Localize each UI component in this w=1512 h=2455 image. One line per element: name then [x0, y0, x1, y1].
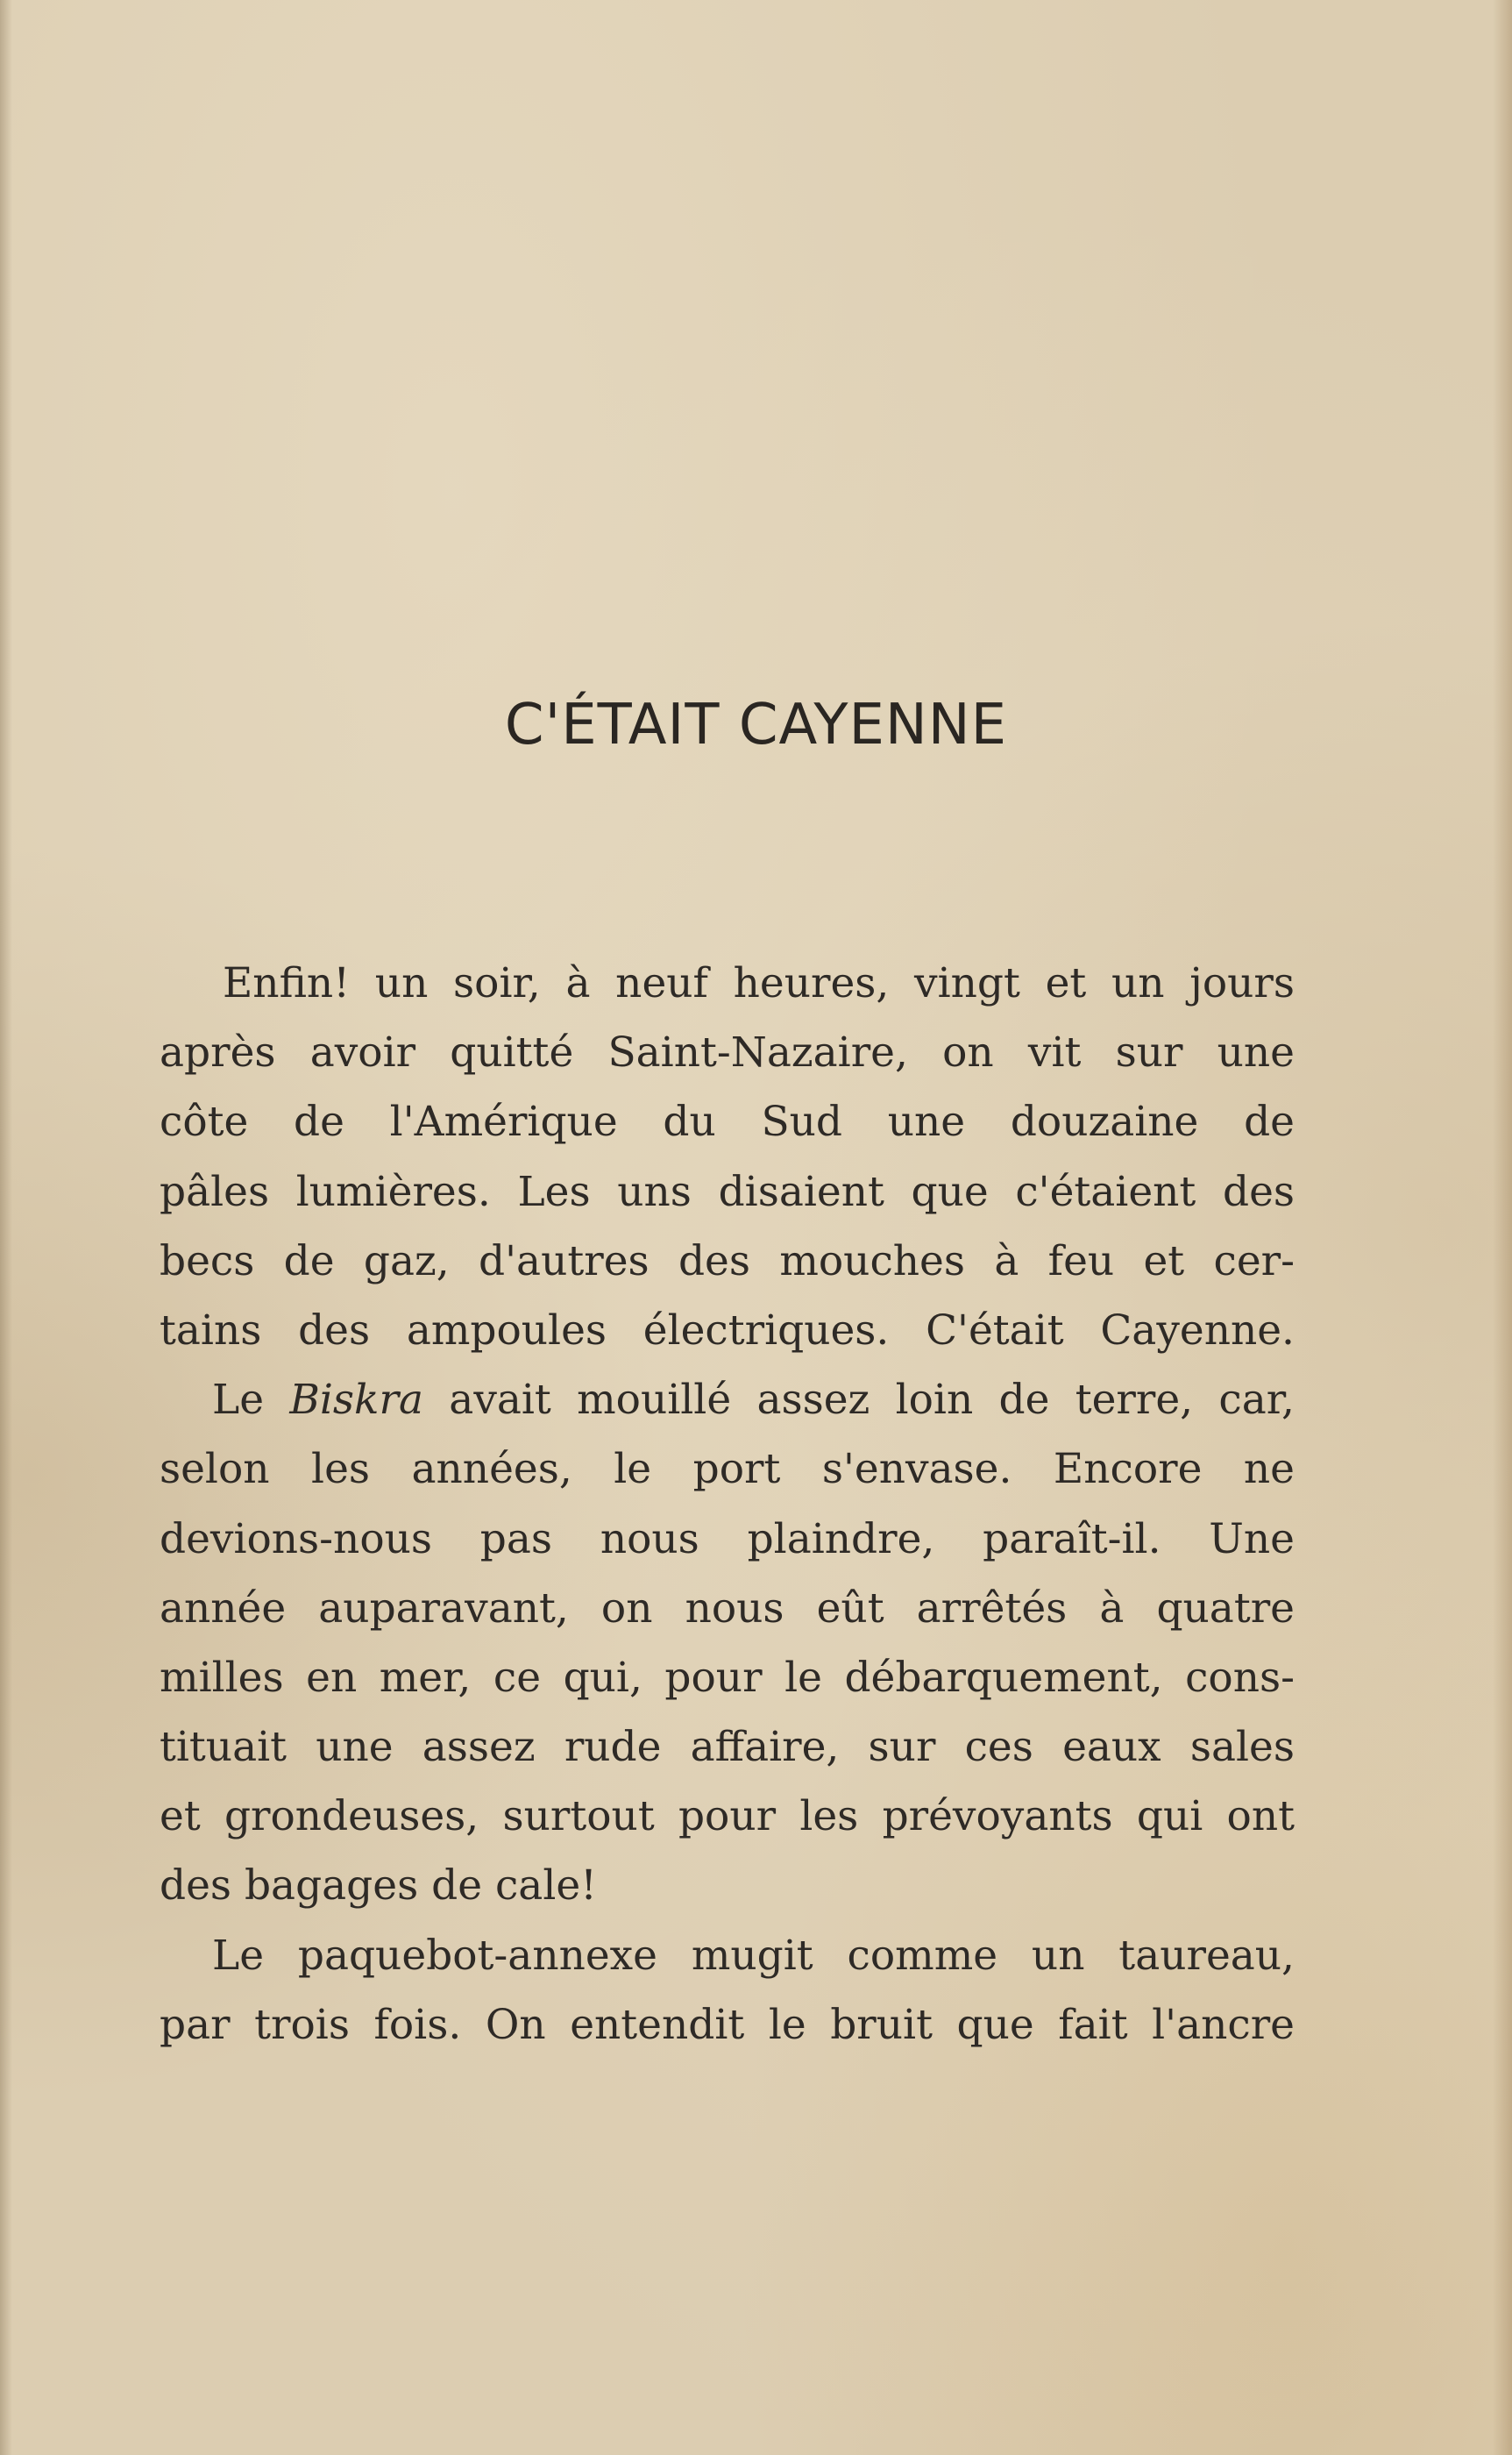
text-line: milles en mer, ce qui, pour le débarquement, cons-	[160, 1653, 1295, 1702]
ship-name: Biskra	[289, 1376, 423, 1425]
text-line: après avoir quitté Saint-Nazaire, on vit sur une	[160, 1028, 1295, 1078]
text-line: année auparavant, on nous eût arrêtés à quatre	[160, 1583, 1295, 1633]
page-edge-right	[1493, 0, 1512, 2455]
text-line: pâles lumières. Les uns disaient que c'étaient des	[160, 1167, 1295, 1216]
text-line	[160, 1365, 1295, 1434]
page-edge-left	[0, 0, 12, 2455]
text-line: côte de l'Amérique du Sud une douzaine de	[160, 1098, 1295, 1147]
text-line: Le paquebot-annexe mugit comme un taureau,	[212, 1931, 1295, 1980]
text-line: devions-nous pas nous plaindre, paraît-il. Une	[160, 1514, 1295, 1563]
body-text	[160, 949, 1295, 2060]
text-line: tituait une assez rude affaire, sur ces eaux sales	[160, 1723, 1295, 1772]
text-line: selon les années, le port s'envase. Encore ne	[160, 1445, 1295, 1494]
text-line: et grondeuses, surtout pour les prévoyants qui ont	[160, 1792, 1295, 1841]
text-line: becs de gaz, d'autres des mouches à feu et cer-	[160, 1236, 1295, 1285]
text-line: tains des ampoules électriques. C'était Cayenne.	[160, 1306, 1295, 1355]
text-line: des bagages de cale!	[160, 1861, 598, 1911]
text-line: par trois fois. On entendit le bruit que fait l'ancre	[160, 2000, 1295, 2049]
text-line: Enfin! un soir, à neuf heures, vingt et un jours	[223, 959, 1295, 1007]
text-fragment: Le	[212, 1376, 290, 1425]
text-fragment: avait mouillé assez loin de terre, car,	[423, 1376, 1295, 1425]
chapter-title: C'ÉTAIT CAYENNE	[504, 693, 1008, 758]
